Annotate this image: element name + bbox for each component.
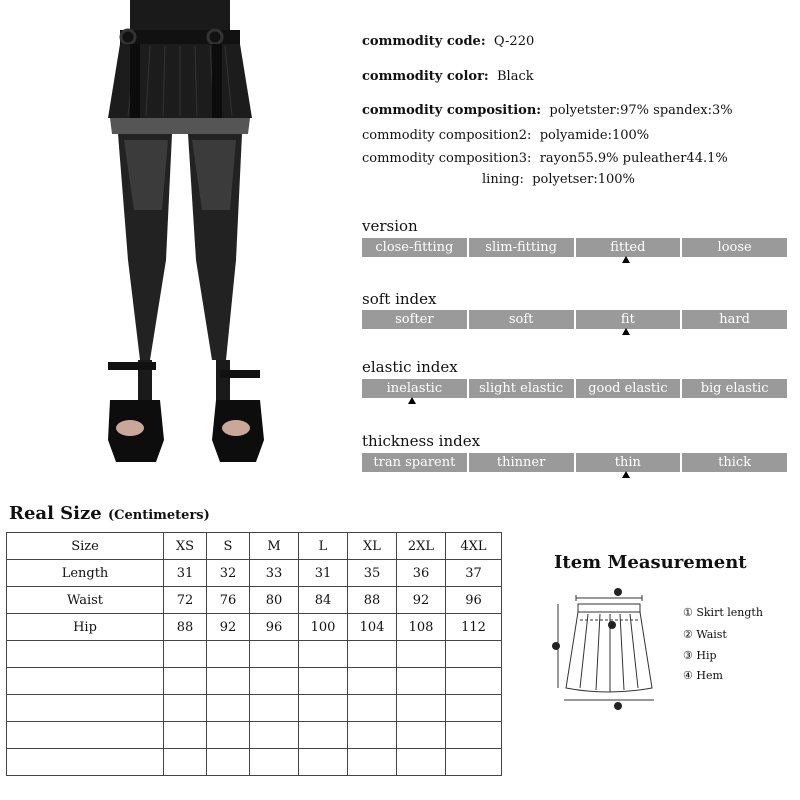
commodity-composition-value: polyetster:97% spandex:3%: [549, 103, 733, 118]
header-cell: M: [250, 533, 299, 560]
table-header-row: [7, 533, 502, 560]
elastic-index-title: elastic index: [362, 358, 458, 376]
commodity-color-row: [362, 69, 534, 84]
commodity-composition2-label: commodity composition2:: [362, 128, 532, 143]
commodity-composition3-row: [362, 151, 728, 166]
commodity-composition-label: commodity composition:: [362, 103, 542, 118]
table-row: [7, 614, 502, 641]
legend-waist: ② Waist: [683, 628, 727, 641]
table-row: [7, 560, 502, 587]
thickness-index-option: thinner: [469, 453, 574, 472]
table-cell: 112: [446, 614, 502, 641]
version-marker-icon: [622, 256, 630, 263]
commodity-composition-row: [362, 103, 733, 118]
table-cell: 31: [299, 560, 348, 587]
commodity-composition3-value: rayon55.9% puleather44.1%: [539, 151, 728, 166]
table-cell: 92: [207, 614, 250, 641]
skirt-diagram: [548, 584, 678, 714]
table-cell: 37: [446, 560, 502, 587]
commodity-code-label: commodity code:: [362, 34, 486, 49]
thickness-index-option: thick: [682, 453, 787, 472]
version-option: slim-fitting: [469, 238, 574, 257]
version-scale: [362, 238, 787, 257]
version-title: version: [362, 217, 418, 235]
real-size-heading: Real Size: [9, 503, 102, 524]
version-option: loose: [682, 238, 787, 257]
size-table: [6, 532, 502, 776]
lining-label: lining:: [482, 172, 524, 187]
table-cell: Waist: [7, 587, 164, 614]
thickness-index-title: thickness index: [362, 432, 481, 450]
header-cell: L: [299, 533, 348, 560]
soft-index-marker-icon: [622, 328, 630, 335]
table-cell: 88: [164, 614, 207, 641]
commodity-color-label: commodity color:: [362, 69, 489, 84]
table-cell: 88: [348, 587, 397, 614]
table-row-empty: [7, 749, 502, 776]
table-cell: 36: [397, 560, 446, 587]
commodity-composition2-value: polyamide:100%: [539, 128, 650, 143]
product-photo: [80, 0, 280, 470]
item-measurement-title: Item Measurement: [554, 552, 747, 573]
elastic-index-option: good elastic: [576, 379, 681, 398]
table-cell: 92: [397, 587, 446, 614]
table-row-empty: [7, 695, 502, 722]
lining-value: polyetser:100%: [532, 172, 635, 187]
header-cell: XS: [164, 533, 207, 560]
legend-hip: ③ Hip: [683, 649, 717, 662]
thickness-index-option: tran sparent: [362, 453, 467, 472]
commodity-composition2-row: [362, 128, 649, 143]
table-cell: 32: [207, 560, 250, 587]
table-row-empty: [7, 722, 502, 749]
header-cell: Size: [7, 533, 164, 560]
table-cell: 31: [164, 560, 207, 587]
soft-index-option: fit: [576, 310, 681, 329]
legend-hem: ④ Hem: [683, 669, 723, 682]
elastic-index-marker-icon: [408, 397, 416, 404]
version-option: fitted: [576, 238, 681, 257]
soft-index-option: soft: [469, 310, 574, 329]
thickness-index-scale: [362, 453, 787, 472]
table-cell: 104: [348, 614, 397, 641]
table-cell: 108: [397, 614, 446, 641]
soft-index-title: soft index: [362, 290, 437, 308]
elastic-index-scale: [362, 379, 787, 398]
table-cell: 33: [250, 560, 299, 587]
header-cell: S: [207, 533, 250, 560]
table-cell: 96: [250, 614, 299, 641]
table-cell: 100: [299, 614, 348, 641]
real-size-title: [9, 503, 210, 524]
soft-index-option: hard: [682, 310, 787, 329]
header-cell: XL: [348, 533, 397, 560]
table-cell: 35: [348, 560, 397, 587]
commodity-color-value: Black: [497, 69, 534, 84]
table-row-empty: [7, 668, 502, 695]
table-cell: 80: [250, 587, 299, 614]
table-cell: 72: [164, 587, 207, 614]
soft-index-scale: [362, 310, 787, 329]
real-size-unit: (Centimeters): [107, 508, 210, 523]
table-cell: Hip: [7, 614, 164, 641]
thickness-index-marker-icon: [622, 471, 630, 478]
table-cell: Length: [7, 560, 164, 587]
elastic-index-option: inelastic: [362, 379, 467, 398]
legend-skirt-length: ① Skirt length: [683, 606, 763, 619]
table-row: [7, 587, 502, 614]
elastic-index-option: big elastic: [682, 379, 787, 398]
table-row-empty: [7, 641, 502, 668]
header-cell: 2XL: [397, 533, 446, 560]
header-cell: 4XL: [446, 533, 502, 560]
elastic-index-option: slight elastic: [469, 379, 574, 398]
version-option: close-fitting: [362, 238, 467, 257]
soft-index-option: softer: [362, 310, 467, 329]
table-cell: 76: [207, 587, 250, 614]
table-cell: 96: [446, 587, 502, 614]
table-cell: 84: [299, 587, 348, 614]
commodity-code-row: [362, 34, 534, 49]
lining-row: [482, 172, 635, 187]
commodity-composition3-label: commodity composition3:: [362, 151, 532, 166]
thickness-index-option: thin: [576, 453, 681, 472]
commodity-code-value: Q-220: [493, 34, 535, 49]
